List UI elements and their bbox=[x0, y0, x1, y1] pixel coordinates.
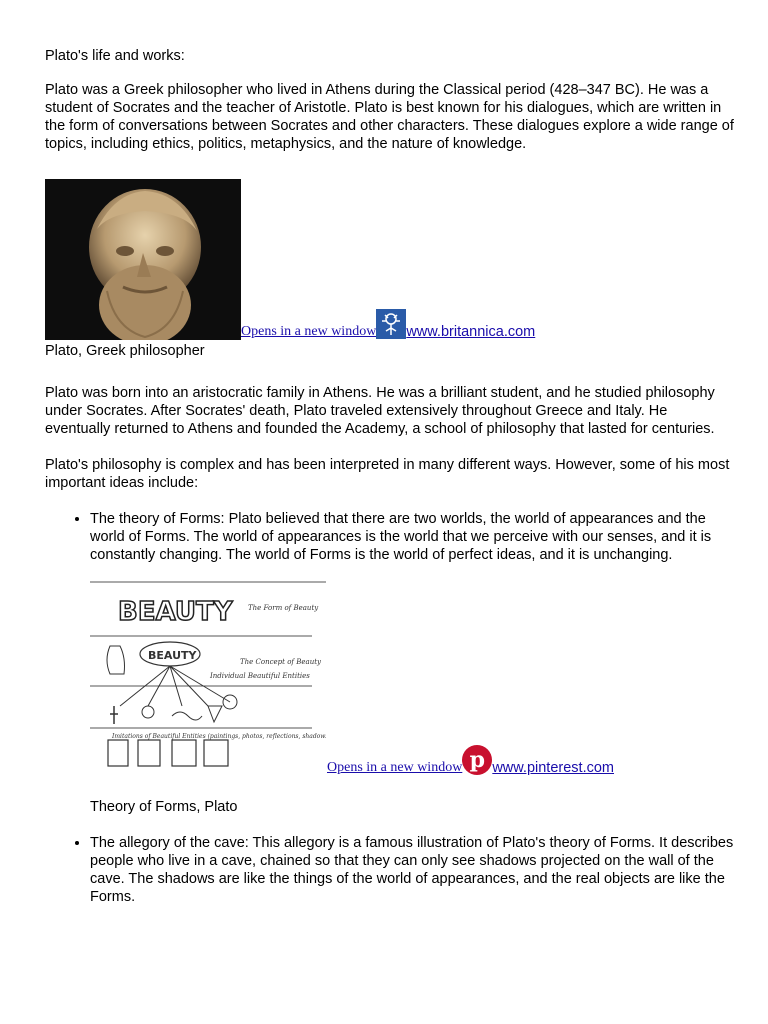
forms-caption: Theory of Forms, Plato bbox=[90, 799, 238, 815]
pinterest-icon[interactable] bbox=[462, 745, 492, 775]
bio-paragraph: Plato was born into an aristocratic family in Athens. He was a brilliant student, and he studied philosophy under Socrates. After Socrates' death, Plato traveled extensively throughout Greece and Italy. He eventually returned to Athens and founded the Academy, a school of philosophy that lasted for centuries. bbox=[45, 385, 715, 437]
britannica-site-link[interactable]: www.britannica.com bbox=[406, 324, 536, 340]
sketch-small-word: BEAUTY bbox=[148, 649, 197, 662]
sketch-label-imitations: Imitations of Beautiful Entities (paintings, photos, reflections, shadows) bbox=[112, 733, 326, 740]
theory-of-forms-sketch bbox=[90, 578, 326, 776]
sketch-label-concept: The Concept of Beauty bbox=[240, 658, 321, 666]
bullet-cave-text: The allegory of the cave: This allegory is a famous illustration of Plato's theory of Forms. It describes people who live in a cave, chained so that they can only see shadows projected on the wall of the cave. The shadows are like the things of the world of appearances, and the real objects are like the Forms. bbox=[90, 835, 734, 905]
bullet-forms-text: The theory of Forms: Plato believed that there are two worlds, the world of appearances and the world of Forms. The world of appearances is the world that we perceive with our senses, and it is constantly changing. The world of Forms is the world of perfect ideas, and it is unchanging. bbox=[90, 511, 712, 563]
list-item bbox=[90, 834, 735, 906]
britannica-open-link[interactable]: Opens in a new window bbox=[241, 324, 377, 339]
ideas-intro-paragraph: Plato's philosophy is complex and has been interpreted in many different ways. However, some of his most important ideas include: bbox=[45, 457, 730, 491]
ideas-list bbox=[45, 510, 735, 906]
pinterest-open-link[interactable]: Opens in a new window bbox=[327, 760, 463, 775]
plato-bust-image bbox=[45, 179, 241, 340]
sketch-big-word: BEAUTY bbox=[118, 597, 233, 627]
figure-forms-row bbox=[90, 578, 735, 776]
plato-caption: Plato, Greek philosopher bbox=[45, 343, 205, 359]
figure-plato-row bbox=[45, 179, 735, 340]
britannica-thistle-icon[interactable] bbox=[376, 309, 406, 339]
sketch-label-individual: Individual Beautiful Entities bbox=[210, 672, 310, 680]
list-item bbox=[90, 510, 735, 816]
doc-heading: Plato's life and works: bbox=[45, 48, 185, 64]
pinterest-icon-letter: p bbox=[469, 747, 485, 773]
pinterest-site-link[interactable]: www.pinterest.com bbox=[492, 760, 614, 776]
document-page bbox=[45, 47, 735, 906]
intro-paragraph: Plato was a Greek philosopher who lived in Athens during the Classical period (428–347 BC). He was a student of Socrates and the teacher of Aristotle. Plato is best known for his dialogues, which are written in the form of conversations between Socrates and other characters. These dialogues explore a wide range of topics, including ethics, politics, metaphysics, and the nature of knowledge. bbox=[45, 82, 734, 152]
sketch-label-form: The Form of Beauty bbox=[248, 604, 319, 612]
